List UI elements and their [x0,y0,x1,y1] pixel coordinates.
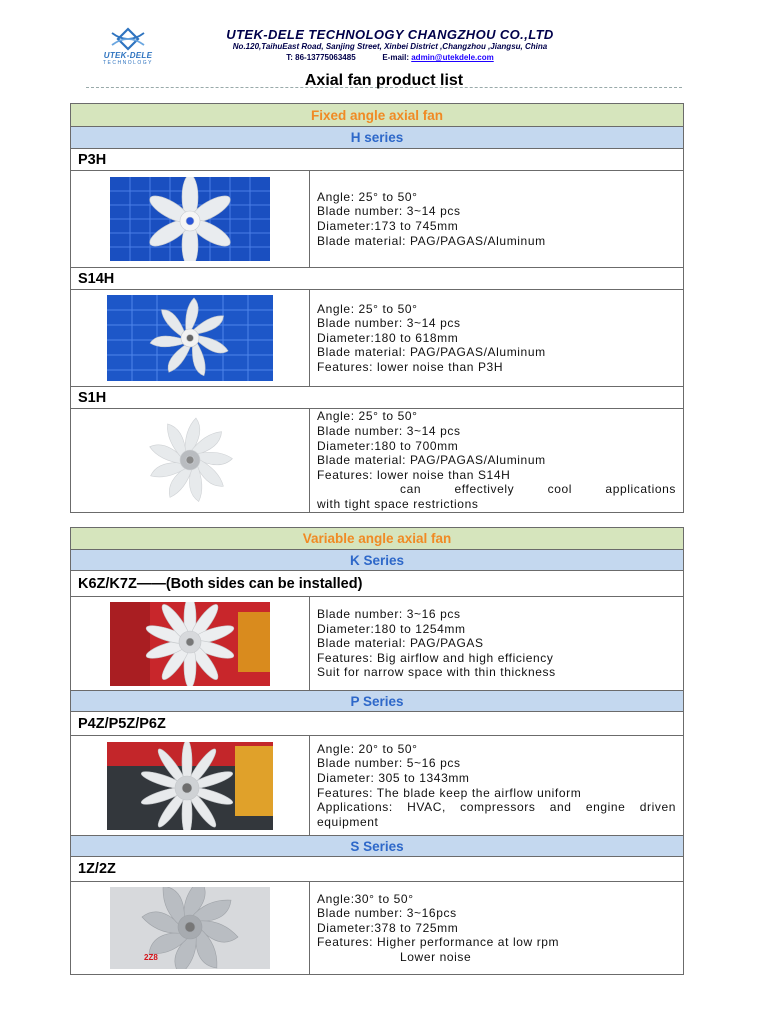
spec-line: Diameter:378 to 725mm [317,920,459,935]
company-contact [160,53,620,62]
fan-photo-p-series [107,742,273,830]
spec-line: Features: lower noise than P3H [317,359,504,374]
spec-line: Features: lower noise than S14H [317,467,511,482]
series-h: H series [71,127,684,149]
photo-cell [71,597,310,691]
fan-photo-p3h [110,177,270,261]
spec-cell-p-series [310,736,684,836]
spec-line: Diameter:173 to 745mm [317,219,459,233]
category-fixed-angle: Fixed angle axial fan [71,104,684,127]
spec-line: Blade number: 3~14 pcs [317,316,461,331]
spec-line: Blade material: PAG/PAGAS/Aluminum [317,453,546,468]
spec-line: Blade material: PAG/PAGAS [317,636,484,651]
model-s1h: S1H [71,387,684,409]
spec-line: Diameter:180 to 1254mm [317,621,466,636]
spec-line: Blade number: 5~16 pcs [317,756,461,771]
spec-line: Lower noise [400,949,472,964]
fan-photo-k-series [110,602,270,686]
email-label: E-mail: [382,53,409,62]
fan-photo-s1h [115,416,265,506]
company-name: UTEK-DELE TECHNOLOGY CHANGZHOU CO.,LTD [226,27,554,42]
logo-text: UTEK-DELE [103,51,153,60]
spec-line: Suit for narrow space with thin thickness [317,665,556,680]
spec-line: Blade material: PAG/PAGAS/Aluminum [317,345,546,360]
model-s14h: S14H [71,268,684,290]
spec-line: Blade number: 3~16pcs [317,906,457,921]
spec-line: Features: The blade keep the airflow uniform [317,785,582,800]
photo-cell [71,736,310,836]
company-address: No.120,TaihuEast Road, Sanjing Street, Xinbei District ,Changzhou ,Jiangsu, China [232,42,548,51]
company-logo [86,27,170,67]
spec-line: Applications: HVAC, compressors and engine driven equipment [317,800,677,829]
spec-line: Features: Big airflow and high efficiency [317,650,554,665]
photo-cell [71,882,310,975]
telephone: T: 86-13775063485 [286,53,356,62]
model-p4z-p5z-p6z: P4Z/P5Z/P6Z [71,712,684,736]
photo-label-2z8: 2Z8 [144,953,158,962]
spec-line: Angle: 20° to 50° [317,741,418,756]
spec-line: Blade number: 3~14 pcs [317,204,461,219]
series-k: K Series [71,550,684,571]
photo-cell [71,409,310,513]
spec-cell-p3h [310,171,684,268]
photo-cell [71,171,310,268]
variable-angle-table [70,527,684,975]
spec-cell-s14h [310,290,684,387]
series-p: P Series [71,691,684,712]
spec-line: Diameter:180 to 700mm [317,438,459,453]
letterhead [0,24,768,66]
spec-line: Blade material: PAG/PAGAS/Aluminum [317,233,546,248]
model-p3h: P3H [71,149,684,171]
spec-line: Diameter: 305 to 1343mm [317,770,470,785]
fan-photo-s14h [107,295,273,381]
spec-line: with tight space restrictions [317,496,479,511]
fan-photo-s-series [110,887,270,969]
series-s: S Series [71,836,684,857]
spec-line: Blade number: 3~16 pcs [317,607,461,622]
email-link[interactable]: admin@utekdele.com [411,53,494,62]
page-title: Axial fan product list [304,72,464,89]
photo-cell [71,290,310,387]
model-1z-2z: 1Z/2Z [71,857,684,882]
spec-line: Diameter:180 to 618mm [317,330,459,345]
spec-line: can effectively cool applications [400,482,677,497]
spec-line: Features: Higher performance at low rpm [317,935,560,950]
spec-cell-k-series [310,597,684,691]
spec-line: Angle:30° to 50° [317,891,414,906]
fixed-angle-table [70,103,684,513]
category-variable-angle: Variable angle axial fan [71,528,684,550]
spec-line: Angle: 25° to 50° [317,301,418,316]
spec-line: Angle: 25° to 50° [317,189,418,204]
spec-line: Angle: 25° to 50° [317,409,418,424]
model-k6z-k7z: K6Z/K7Z——(Both sides can be installed) [71,571,684,597]
spec-cell-s1h [310,409,684,513]
logo-mark-icon [108,27,148,51]
spec-line: Blade number: 3~14 pcs [317,424,461,439]
logo-subtext: TECHNOLOGY [102,60,153,66]
spec-cell-s-series [310,882,684,975]
